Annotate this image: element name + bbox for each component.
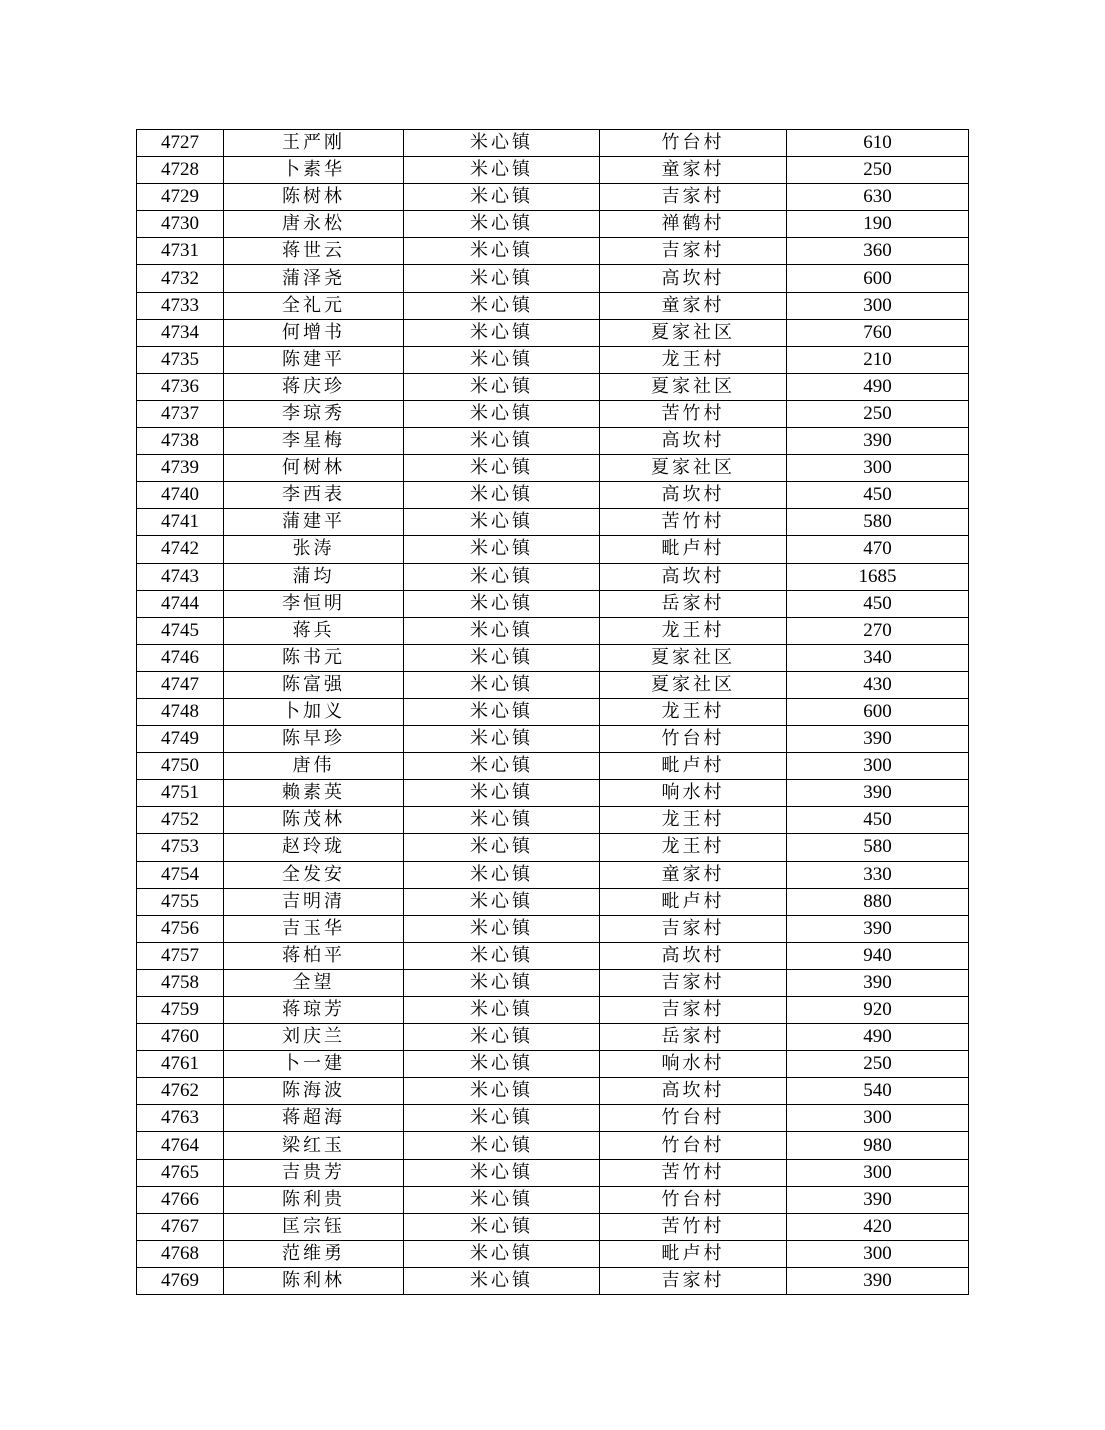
town-cell: 米心镇 xyxy=(404,238,600,265)
amount-cell: 300 xyxy=(787,1240,969,1267)
village-cell: 竹台村 xyxy=(600,726,787,753)
village-cell: 响水村 xyxy=(600,1051,787,1078)
table-row xyxy=(137,1213,969,1240)
record-id-cell: 4732 xyxy=(137,265,224,292)
village-cell: 吉家村 xyxy=(600,238,787,265)
record-id-cell: 4756 xyxy=(137,915,224,942)
person-name-cell: 卜素华 xyxy=(224,157,404,184)
town-cell: 米心镇 xyxy=(404,536,600,563)
person-name-cell: 吉明清 xyxy=(224,888,404,915)
amount-cell: 210 xyxy=(787,346,969,373)
village-cell: 童家村 xyxy=(600,292,787,319)
amount-cell: 450 xyxy=(787,482,969,509)
amount-cell: 300 xyxy=(787,753,969,780)
amount-cell: 630 xyxy=(787,184,969,211)
town-cell: 米心镇 xyxy=(404,1240,600,1267)
town-cell: 米心镇 xyxy=(404,184,600,211)
person-name-cell: 赵玲珑 xyxy=(224,834,404,861)
person-name-cell: 李琼秀 xyxy=(224,400,404,427)
record-id-cell: 4747 xyxy=(137,671,224,698)
table-row xyxy=(137,238,969,265)
table-row xyxy=(137,563,969,590)
town-cell: 米心镇 xyxy=(404,780,600,807)
person-name-cell: 全发安 xyxy=(224,861,404,888)
table-row xyxy=(137,942,969,969)
table-row xyxy=(137,726,969,753)
village-cell: 高坎村 xyxy=(600,1078,787,1105)
person-name-cell: 李星梅 xyxy=(224,428,404,455)
amount-cell: 940 xyxy=(787,942,969,969)
village-cell: 毗卢村 xyxy=(600,888,787,915)
village-cell: 岳家村 xyxy=(600,1024,787,1051)
town-cell: 米心镇 xyxy=(404,861,600,888)
person-name-cell: 蒲均 xyxy=(224,563,404,590)
table-row xyxy=(137,455,969,482)
town-cell: 米心镇 xyxy=(404,969,600,996)
record-id-cell: 4765 xyxy=(137,1159,224,1186)
person-name-cell: 蒋兵 xyxy=(224,617,404,644)
amount-cell: 490 xyxy=(787,373,969,400)
record-id-cell: 4746 xyxy=(137,644,224,671)
town-cell: 米心镇 xyxy=(404,211,600,238)
record-id-cell: 4769 xyxy=(137,1267,224,1294)
amount-cell: 580 xyxy=(787,834,969,861)
records-table xyxy=(136,129,969,1295)
amount-cell: 450 xyxy=(787,807,969,834)
amount-cell: 300 xyxy=(787,1159,969,1186)
table-row xyxy=(137,997,969,1024)
village-cell: 毗卢村 xyxy=(600,536,787,563)
table-row xyxy=(137,834,969,861)
table-row xyxy=(137,1240,969,1267)
town-cell: 米心镇 xyxy=(404,130,600,157)
person-name-cell: 刘庆兰 xyxy=(224,1024,404,1051)
table-row xyxy=(137,915,969,942)
person-name-cell: 陈富强 xyxy=(224,671,404,698)
person-name-cell: 陈利贵 xyxy=(224,1186,404,1213)
village-cell: 夏家社区 xyxy=(600,455,787,482)
village-cell: 夏家社区 xyxy=(600,671,787,698)
amount-cell: 1685 xyxy=(787,563,969,590)
record-id-cell: 4729 xyxy=(137,184,224,211)
amount-cell: 600 xyxy=(787,698,969,725)
record-id-cell: 4764 xyxy=(137,1132,224,1159)
record-id-cell: 4752 xyxy=(137,807,224,834)
town-cell: 米心镇 xyxy=(404,428,600,455)
record-id-cell: 4730 xyxy=(137,211,224,238)
table-row xyxy=(137,780,969,807)
table-row xyxy=(137,482,969,509)
village-cell: 毗卢村 xyxy=(600,753,787,780)
amount-cell: 450 xyxy=(787,590,969,617)
town-cell: 米心镇 xyxy=(404,292,600,319)
record-id-cell: 4759 xyxy=(137,997,224,1024)
village-cell: 吉家村 xyxy=(600,915,787,942)
table-row xyxy=(137,807,969,834)
records-body xyxy=(137,130,969,1295)
town-cell: 米心镇 xyxy=(404,915,600,942)
amount-cell: 610 xyxy=(787,130,969,157)
amount-cell: 390 xyxy=(787,1267,969,1294)
table-row xyxy=(137,1051,969,1078)
town-cell: 米心镇 xyxy=(404,807,600,834)
table-row xyxy=(137,211,969,238)
table-row xyxy=(137,130,969,157)
person-name-cell: 梁红玉 xyxy=(224,1132,404,1159)
village-cell: 吉家村 xyxy=(600,1267,787,1294)
village-cell: 响水村 xyxy=(600,780,787,807)
person-name-cell: 卜加义 xyxy=(224,698,404,725)
village-cell: 龙王村 xyxy=(600,617,787,644)
table-row xyxy=(137,1159,969,1186)
village-cell: 龙王村 xyxy=(600,807,787,834)
person-name-cell: 卜一建 xyxy=(224,1051,404,1078)
record-id-cell: 4763 xyxy=(137,1105,224,1132)
village-cell: 高坎村 xyxy=(600,942,787,969)
person-name-cell: 李西表 xyxy=(224,482,404,509)
table-row xyxy=(137,373,969,400)
table-row xyxy=(137,1078,969,1105)
person-name-cell: 唐伟 xyxy=(224,753,404,780)
record-id-cell: 4727 xyxy=(137,130,224,157)
table-row xyxy=(137,861,969,888)
amount-cell: 880 xyxy=(787,888,969,915)
amount-cell: 190 xyxy=(787,211,969,238)
village-cell: 岳家村 xyxy=(600,590,787,617)
town-cell: 米心镇 xyxy=(404,400,600,427)
person-name-cell: 李恒明 xyxy=(224,590,404,617)
record-id-cell: 4749 xyxy=(137,726,224,753)
table-row xyxy=(137,292,969,319)
person-name-cell: 匡宗钰 xyxy=(224,1213,404,1240)
table-row xyxy=(137,644,969,671)
village-cell: 吉家村 xyxy=(600,184,787,211)
record-id-cell: 4739 xyxy=(137,455,224,482)
person-name-cell: 陈海波 xyxy=(224,1078,404,1105)
table-row xyxy=(137,509,969,536)
village-cell: 龙王村 xyxy=(600,346,787,373)
village-cell: 竹台村 xyxy=(600,130,787,157)
village-cell: 苦竹村 xyxy=(600,1159,787,1186)
person-name-cell: 唐永松 xyxy=(224,211,404,238)
record-id-cell: 4758 xyxy=(137,969,224,996)
table-row xyxy=(137,400,969,427)
table-row xyxy=(137,1132,969,1159)
amount-cell: 470 xyxy=(787,536,969,563)
table-row xyxy=(137,888,969,915)
person-name-cell: 何增书 xyxy=(224,319,404,346)
amount-cell: 250 xyxy=(787,157,969,184)
village-cell: 龙王村 xyxy=(600,834,787,861)
village-cell: 童家村 xyxy=(600,157,787,184)
town-cell: 米心镇 xyxy=(404,319,600,346)
record-id-cell: 4768 xyxy=(137,1240,224,1267)
record-id-cell: 4738 xyxy=(137,428,224,455)
person-name-cell: 蒋世云 xyxy=(224,238,404,265)
table-row xyxy=(137,536,969,563)
town-cell: 米心镇 xyxy=(404,1105,600,1132)
record-id-cell: 4744 xyxy=(137,590,224,617)
village-cell: 毗卢村 xyxy=(600,1240,787,1267)
town-cell: 米心镇 xyxy=(404,509,600,536)
table-row xyxy=(137,428,969,455)
person-name-cell: 陈利林 xyxy=(224,1267,404,1294)
village-cell: 苦竹村 xyxy=(600,509,787,536)
person-name-cell: 蒋柏平 xyxy=(224,942,404,969)
village-cell: 竹台村 xyxy=(600,1105,787,1132)
amount-cell: 490 xyxy=(787,1024,969,1051)
village-cell: 夏家社区 xyxy=(600,644,787,671)
town-cell: 米心镇 xyxy=(404,671,600,698)
town-cell: 米心镇 xyxy=(404,644,600,671)
record-id-cell: 4731 xyxy=(137,238,224,265)
amount-cell: 360 xyxy=(787,238,969,265)
town-cell: 米心镇 xyxy=(404,157,600,184)
amount-cell: 300 xyxy=(787,292,969,319)
record-id-cell: 4753 xyxy=(137,834,224,861)
person-name-cell: 蒲泽尧 xyxy=(224,265,404,292)
town-cell: 米心镇 xyxy=(404,997,600,1024)
record-id-cell: 4742 xyxy=(137,536,224,563)
table-row xyxy=(137,1267,969,1294)
person-name-cell: 陈树林 xyxy=(224,184,404,211)
amount-cell: 430 xyxy=(787,671,969,698)
record-id-cell: 4760 xyxy=(137,1024,224,1051)
town-cell: 米心镇 xyxy=(404,617,600,644)
town-cell: 米心镇 xyxy=(404,1024,600,1051)
person-name-cell: 蒲建平 xyxy=(224,509,404,536)
amount-cell: 250 xyxy=(787,400,969,427)
record-id-cell: 4736 xyxy=(137,373,224,400)
village-cell: 高坎村 xyxy=(600,428,787,455)
town-cell: 米心镇 xyxy=(404,753,600,780)
village-cell: 吉家村 xyxy=(600,969,787,996)
person-name-cell: 何树林 xyxy=(224,455,404,482)
person-name-cell: 陈早珍 xyxy=(224,726,404,753)
table-row xyxy=(137,753,969,780)
town-cell: 米心镇 xyxy=(404,1051,600,1078)
village-cell: 禅鹤村 xyxy=(600,211,787,238)
person-name-cell: 陈茂林 xyxy=(224,807,404,834)
amount-cell: 390 xyxy=(787,428,969,455)
amount-cell: 390 xyxy=(787,969,969,996)
table-row xyxy=(137,590,969,617)
village-cell: 竹台村 xyxy=(600,1132,787,1159)
table-row xyxy=(137,184,969,211)
amount-cell: 270 xyxy=(787,617,969,644)
person-name-cell: 蒋超海 xyxy=(224,1105,404,1132)
town-cell: 米心镇 xyxy=(404,373,600,400)
village-cell: 竹台村 xyxy=(600,1186,787,1213)
record-id-cell: 4745 xyxy=(137,617,224,644)
record-id-cell: 4748 xyxy=(137,698,224,725)
table-row xyxy=(137,265,969,292)
town-cell: 米心镇 xyxy=(404,1186,600,1213)
person-name-cell: 蒋琼芳 xyxy=(224,997,404,1024)
town-cell: 米心镇 xyxy=(404,888,600,915)
village-cell: 夏家社区 xyxy=(600,373,787,400)
amount-cell: 420 xyxy=(787,1213,969,1240)
table-row xyxy=(137,1186,969,1213)
record-id-cell: 4767 xyxy=(137,1213,224,1240)
table-row xyxy=(137,671,969,698)
record-id-cell: 4743 xyxy=(137,563,224,590)
record-id-cell: 4750 xyxy=(137,753,224,780)
record-id-cell: 4751 xyxy=(137,780,224,807)
record-id-cell: 4734 xyxy=(137,319,224,346)
amount-cell: 390 xyxy=(787,1186,969,1213)
amount-cell: 390 xyxy=(787,780,969,807)
amount-cell: 300 xyxy=(787,455,969,482)
town-cell: 米心镇 xyxy=(404,563,600,590)
record-id-cell: 4757 xyxy=(137,942,224,969)
person-name-cell: 陈建平 xyxy=(224,346,404,373)
town-cell: 米心镇 xyxy=(404,834,600,861)
amount-cell: 540 xyxy=(787,1078,969,1105)
person-name-cell: 张涛 xyxy=(224,536,404,563)
record-id-cell: 4737 xyxy=(137,400,224,427)
record-id-cell: 4735 xyxy=(137,346,224,373)
record-id-cell: 4741 xyxy=(137,509,224,536)
amount-cell: 580 xyxy=(787,509,969,536)
table-row xyxy=(137,698,969,725)
town-cell: 米心镇 xyxy=(404,698,600,725)
town-cell: 米心镇 xyxy=(404,590,600,617)
amount-cell: 390 xyxy=(787,915,969,942)
record-id-cell: 4728 xyxy=(137,157,224,184)
person-name-cell: 全望 xyxy=(224,969,404,996)
village-cell: 高坎村 xyxy=(600,482,787,509)
amount-cell: 920 xyxy=(787,997,969,1024)
town-cell: 米心镇 xyxy=(404,942,600,969)
town-cell: 米心镇 xyxy=(404,1213,600,1240)
village-cell: 夏家社区 xyxy=(600,319,787,346)
table-row xyxy=(137,1105,969,1132)
amount-cell: 250 xyxy=(787,1051,969,1078)
village-cell: 龙王村 xyxy=(600,698,787,725)
amount-cell: 600 xyxy=(787,265,969,292)
person-name-cell: 吉贵芳 xyxy=(224,1159,404,1186)
amount-cell: 390 xyxy=(787,726,969,753)
town-cell: 米心镇 xyxy=(404,1132,600,1159)
table-row xyxy=(137,319,969,346)
village-cell: 童家村 xyxy=(600,861,787,888)
town-cell: 米心镇 xyxy=(404,346,600,373)
town-cell: 米心镇 xyxy=(404,726,600,753)
table-row xyxy=(137,157,969,184)
village-cell: 高坎村 xyxy=(600,563,787,590)
amount-cell: 330 xyxy=(787,861,969,888)
record-id-cell: 4766 xyxy=(137,1186,224,1213)
town-cell: 米心镇 xyxy=(404,1267,600,1294)
town-cell: 米心镇 xyxy=(404,482,600,509)
town-cell: 米心镇 xyxy=(404,1159,600,1186)
person-name-cell: 赖素英 xyxy=(224,780,404,807)
village-cell: 高坎村 xyxy=(600,265,787,292)
person-name-cell: 全礼元 xyxy=(224,292,404,319)
town-cell: 米心镇 xyxy=(404,455,600,482)
town-cell: 米心镇 xyxy=(404,265,600,292)
person-name-cell: 王严刚 xyxy=(224,130,404,157)
amount-cell: 760 xyxy=(787,319,969,346)
record-id-cell: 4755 xyxy=(137,888,224,915)
person-name-cell: 范维勇 xyxy=(224,1240,404,1267)
amount-cell: 980 xyxy=(787,1132,969,1159)
village-cell: 苦竹村 xyxy=(600,1213,787,1240)
table-row xyxy=(137,346,969,373)
record-id-cell: 4754 xyxy=(137,861,224,888)
person-name-cell: 蒋庆珍 xyxy=(224,373,404,400)
village-cell: 苦竹村 xyxy=(600,400,787,427)
record-id-cell: 4740 xyxy=(137,482,224,509)
record-id-cell: 4762 xyxy=(137,1078,224,1105)
record-id-cell: 4733 xyxy=(137,292,224,319)
town-cell: 米心镇 xyxy=(404,1078,600,1105)
table-row xyxy=(137,617,969,644)
record-id-cell: 4761 xyxy=(137,1051,224,1078)
table-row xyxy=(137,969,969,996)
amount-cell: 340 xyxy=(787,644,969,671)
village-cell: 吉家村 xyxy=(600,997,787,1024)
person-name-cell: 陈书元 xyxy=(224,644,404,671)
table-row xyxy=(137,1024,969,1051)
amount-cell: 300 xyxy=(787,1105,969,1132)
person-name-cell: 吉玉华 xyxy=(224,915,404,942)
